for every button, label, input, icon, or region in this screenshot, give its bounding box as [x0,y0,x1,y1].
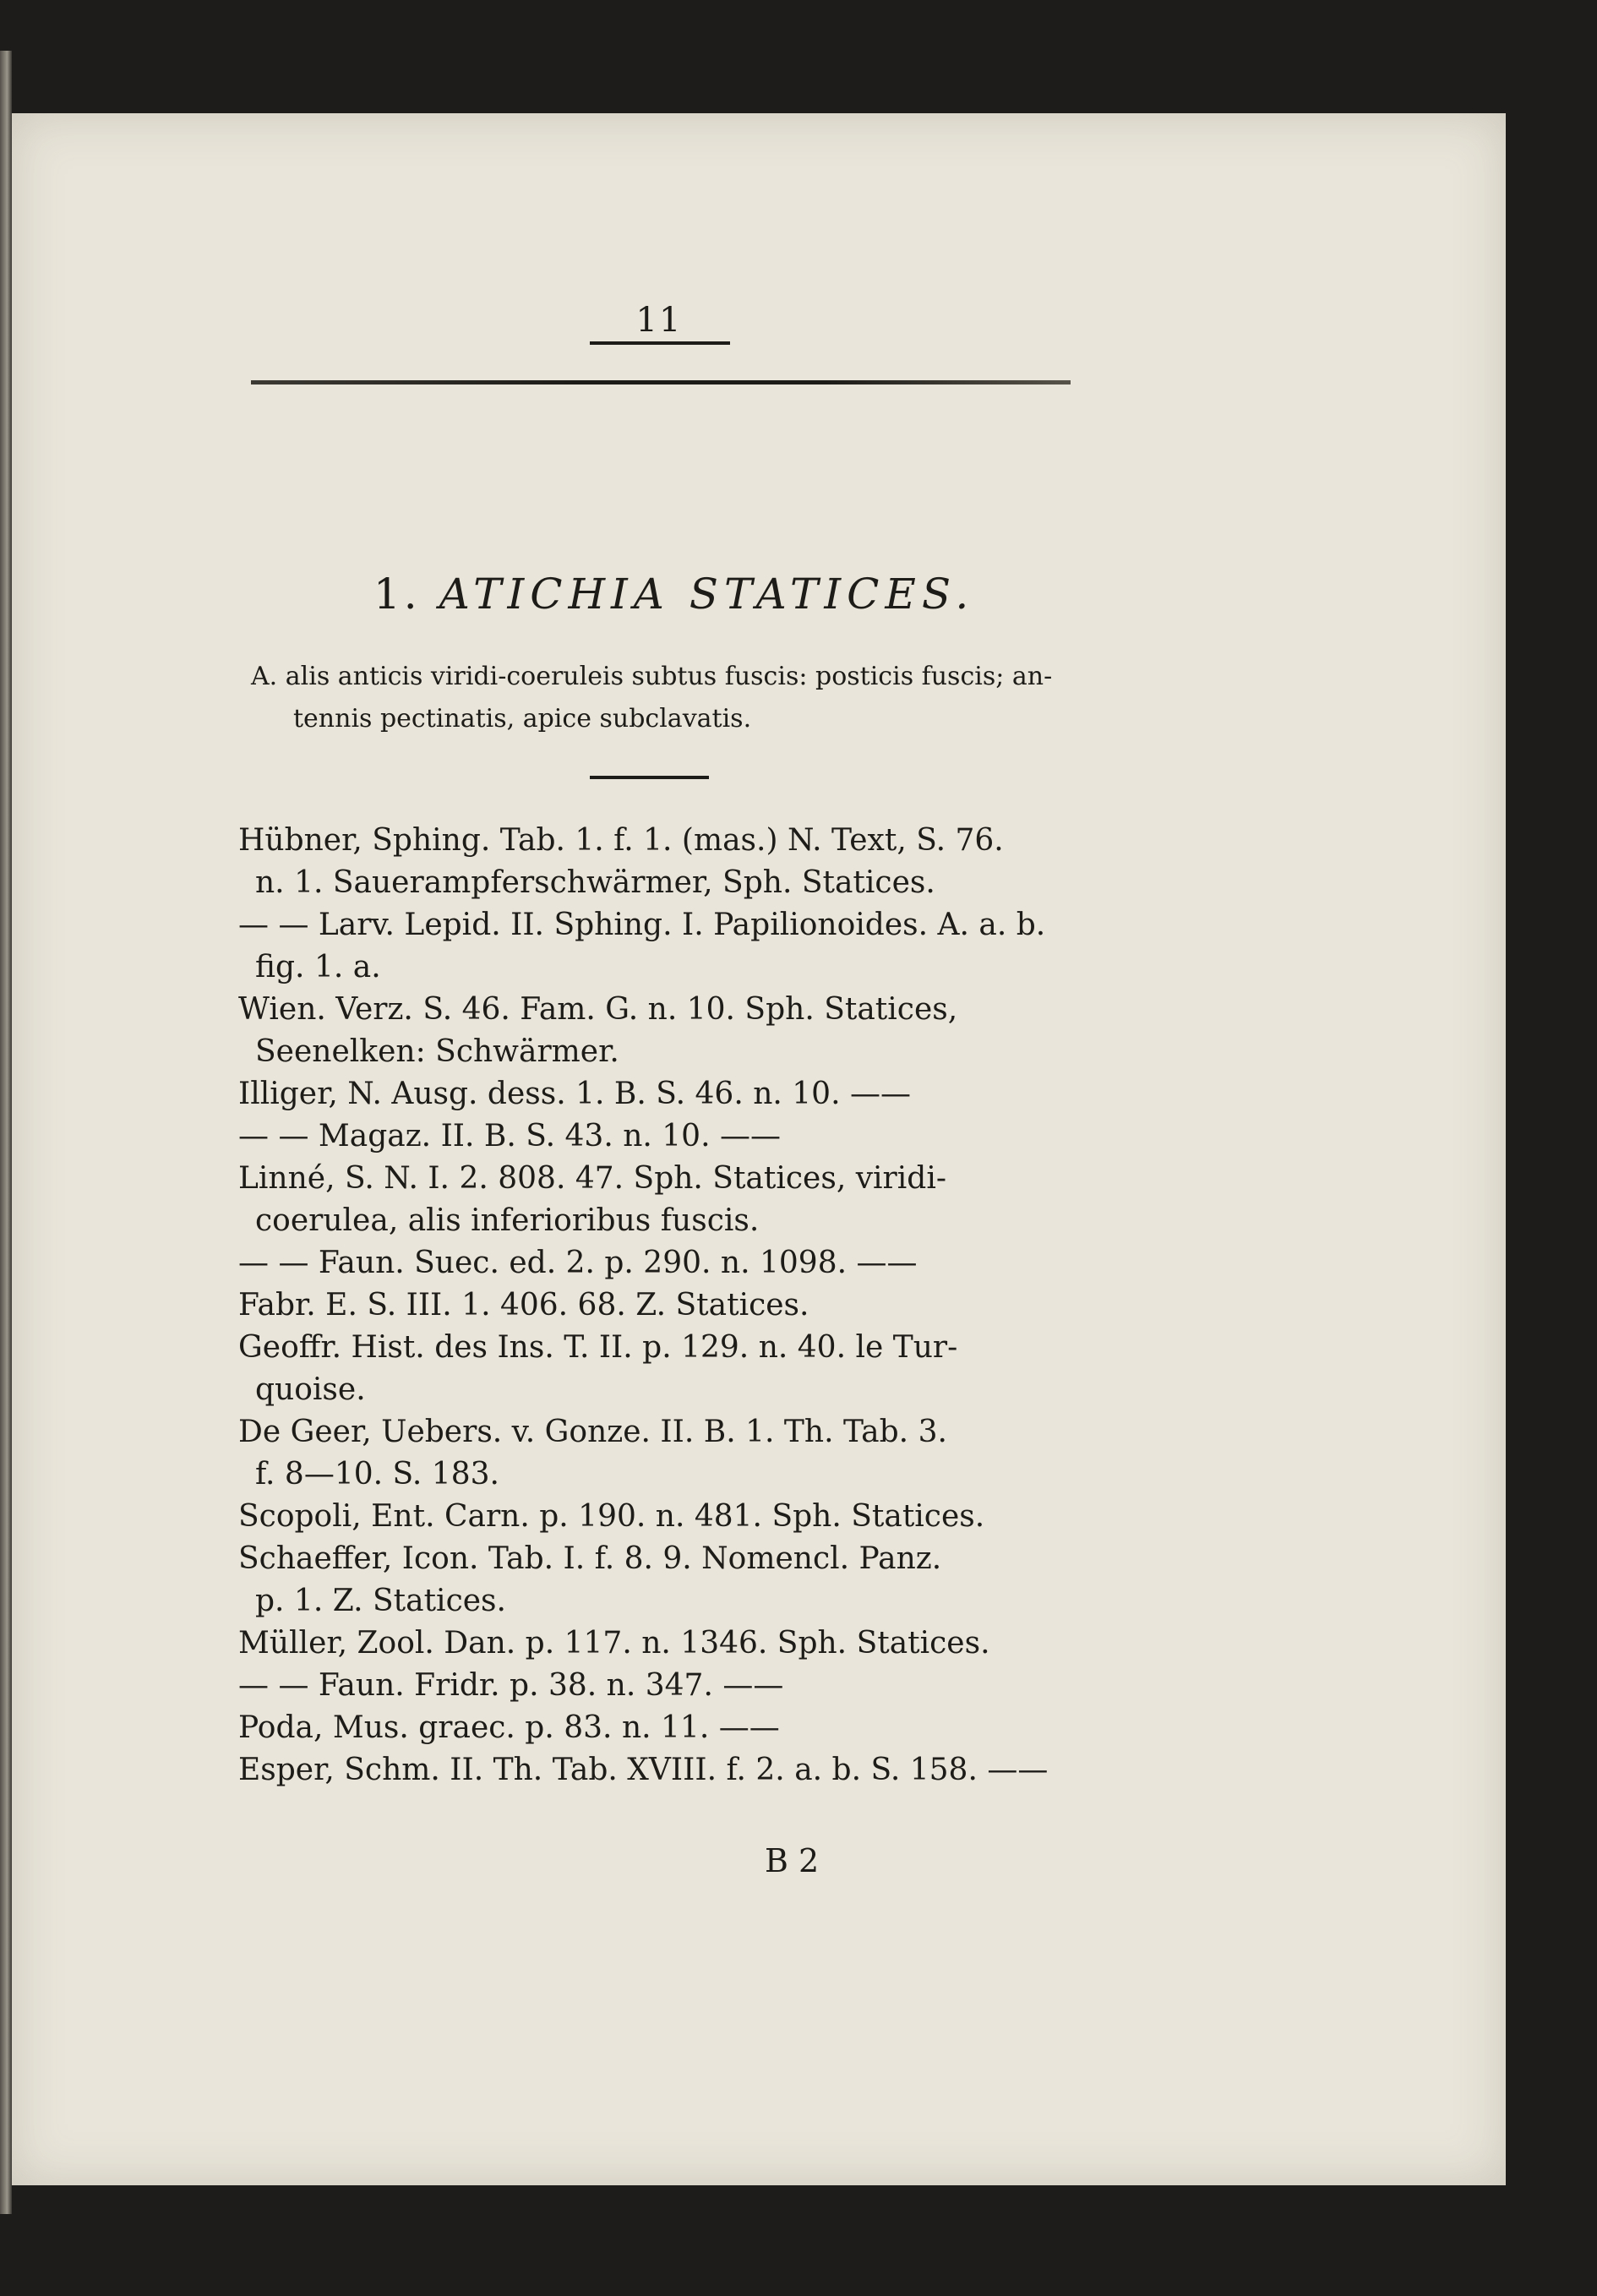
page-number-rule [590,341,730,345]
species-heading [373,570,974,619]
reference-line: Wien. Verz. S. 46. Fam. G. n. 10. Sph. Statices, [238,992,958,1027]
reference-line: Geoffr. Hist. des Ins. T. II. p. 129. n. 40. le Tur- [238,1330,958,1365]
previous-page-edge [0,51,12,2214]
reference-line: Scopoli, Ent. Carn. p. 190. n. 481. Sph. Statices. [238,1499,985,1534]
reference-line: coerulea, alis inferioribus fuscis. [255,1203,760,1238]
page-number: 11 [635,301,683,340]
reference-line: quoise. [255,1372,366,1407]
reference-line: Poda, Mus. graec. p. 83. n. 11. —— [238,1710,780,1745]
reference-line: Seenelken: Schwärmer. [255,1034,619,1069]
diagnosis-line: tennis pectinatis, apice subclavatis. [293,704,752,734]
reference-line: Linné, S. N. I. 2. 808. 47. Sph. Statices, viridi- [238,1161,947,1196]
references-list [238,820,1083,1792]
reference-line: p. 1. Z. Statices. [255,1584,506,1618]
signature-mark: B 2 [765,1842,820,1879]
reference-line: Müller, Zool. Dan. p. 117. n. 1346. Sph. Statices. [238,1626,990,1661]
reference-line: — — Faun. Suec. ed. 2. p. 290. n. 1098. —— [238,1246,918,1280]
reference-line: Schaeffer, Icon. Tab. I. f. 8. 9. Nomencl. Panz. [238,1541,942,1576]
reference-line: Fabr. E. S. III. 1. 406. 68. Z. Statices. [238,1288,809,1323]
reference-line: Hübner, Sphing. Tab. 1. f. 1. (mas.) N. Text, S. 76. [238,823,1004,858]
reference-line: — — Faun. Fridr. p. 38. n. 347. —— [238,1668,784,1703]
heading-number: 1. [373,570,421,619]
reference-line: Esper, Schm. II. Th. Tab. XVIII. f. 2. a. b. S. 158. —— [238,1753,1049,1787]
heading-name: ATICHIA STATICES. [439,570,975,619]
reference-line: — — Larv. Lepid. II. Sphing. I. Papilionoides. A. a. b. [238,908,1046,942]
reference-line: Illiger, N. Ausg. dess. 1. B. S. 46. n. 10. —— [238,1077,911,1111]
reference-line: f. 8—10. S. 183. [255,1457,499,1492]
diagnosis [251,656,1100,740]
reference-line: n. 1. Sauerampferschwärmer, Sph. Statices. [255,865,935,900]
diagnosis-line: A. alis anticis viridi-coeruleis subtus fuscis: posticis fuscis; an- [251,662,1053,691]
header-rule [251,380,1071,384]
reference-line: fig. 1. a. [255,950,381,984]
reference-line: De Geer, Uebers. v. Gonze. II. B. 1. Th. Tab. 3. [238,1415,947,1449]
reference-line: — — Magaz. II. B. S. 43. n. 10. —— [238,1119,781,1153]
section-rule [590,776,709,779]
